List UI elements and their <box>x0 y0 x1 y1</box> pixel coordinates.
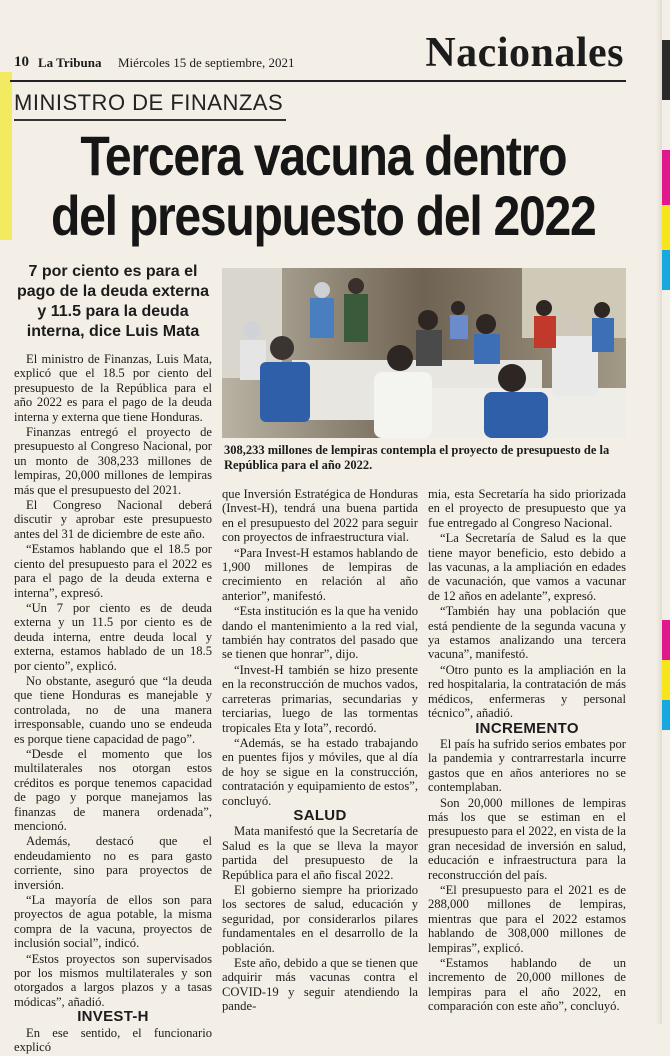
paragraph: Mata manifestó que la Secretaría de Salud es la que se lleva la mayor partida del presupuesto de la República para el año fiscal 2022. <box>222 824 418 882</box>
header-rule <box>10 80 626 82</box>
subtitle-investh: INVEST-H <box>77 1008 149 1026</box>
paragraph: Finanzas entregó el proyecto de presupuesto al Congreso Nacional, por un monto de 308,233 millones de lempiras, 20,000 millones de lempiras más que el presupuesto del 2021. <box>14 425 212 497</box>
headline-line-1: Tercera vacuna dentro <box>80 124 567 187</box>
page-number: 10 <box>14 54 29 70</box>
article-column-3 <box>428 487 626 1015</box>
photo-caption: 308,233 millones de lempiras contempla el proyecto de presupuesto de la República para el año 2022. <box>224 443 610 472</box>
paragraph: El ministro de Finanzas, Luis Mata, explicó que el 18.5 por ciento del presupuesto de la República para el año 2022 es para el pago de la deuda interna y externa que tiene Honduras. <box>14 352 212 424</box>
newspaper-name: La Tribuna <box>38 55 102 70</box>
paragraph: En ese sentido, el funcionario explicó <box>14 1025 212 1055</box>
paragraph: El gobierno siempre ha priorizado los sectores de salud, educación y seguridad, por considerarlos pilares fundamentales en el desarrollo de la población. <box>222 882 418 955</box>
strip-gap-2 <box>662 290 670 620</box>
publication-date: Miércoles 15 de septiembre, 2021 <box>118 55 295 70</box>
headline-line-2: del presupuesto del 2022 <box>51 184 596 247</box>
paragraph: “También hay una población que está pendiente de la segunda vacuna y ya estamos analizando una tercera vacuna”, manifestó. <box>428 604 626 662</box>
section-title: Nacionales <box>425 30 624 76</box>
paragraph: No obstante, aseguró que “la deuda que tiene Honduras es manejable y controlada, no de una manera irresponsable, cuando uno se endeuda es porque tiene capacidad de pago”. <box>14 673 212 746</box>
strip-gap <box>662 100 670 150</box>
subtitle-salud: SALUD <box>293 806 347 824</box>
meeting-photo-illustration <box>222 268 626 438</box>
article-kicker: MINISTRO DE FINANZAS <box>14 90 284 115</box>
paragraph: “Estamos hablando que el 18.5 por ciento del presupuesto para el 2022 es para el pago de la deuda externa e interna”, expresó. <box>14 542 212 600</box>
paragraph: mia, esta Secretaría ha sido priorizada en el proyecto de presupuesto que ya fue entregado al Congreso Nacional. <box>428 487 626 530</box>
article-column-2 <box>222 487 418 1015</box>
strip-black <box>662 40 670 100</box>
paragraph: “Invest-H también se hizo presente en la reconstrucción de muchos vados, carreteras primarias, secundarias y terciarias, luego de las tormentas tropicales Eta y Iota”, recordó. <box>222 662 418 735</box>
strip-yellow-2 <box>662 660 670 700</box>
paragraph: “Desde el momento que los multilaterales nos otorgan estos créditos es porque tenemos capacidad de pago y porque manejamos las finanzas de manera ordenada”, mencionó. <box>14 746 212 833</box>
paragraph: “Para Invest-H estamos hablando de 1,900 millones de lempiras de crecimiento en relación al año anterior”, manifestó. <box>222 545 418 603</box>
strip-cyan-2 <box>662 700 670 730</box>
paragraph: “El presupuesto para el 2021 es de 288,000 millones de lempiras, mientras que para el 2022 estamos hablando de 308,000 millones de lempiras”, explicó. <box>428 882 626 955</box>
paragraph: “Un 7 por ciento es de deuda externa y un 11.5 por ciento es de deuda interna, entre deuda local y externa, estamos hablado de un 18.5 por ciento”, explicó. <box>14 600 212 673</box>
paragraph: “Esta institución es la que ha venido dando el mantenimiento a la red vial, también hay contratos del pasado que se tienen que honrar”, dijo. <box>222 604 418 662</box>
strip-cyan <box>662 250 670 290</box>
strip-magenta-2 <box>662 620 670 660</box>
paragraph: “La Secretaría de Salud es la que tiene mayor beneficio, esto debido a las vacunas, a la ampliación en edades de vacunación, que vamos a vacunar de 12 años en adelante”, expresó. <box>428 531 626 603</box>
highlighter-mark <box>0 72 12 240</box>
paragraph: “Otro punto es la ampliación en la red hospitalaria, la contratación de más médicos, enfermeras y personal técnico”, añadió. <box>428 662 626 721</box>
paragraph: El país ha sufrido serios embates por la pandemia y contrarrestarla incurre gastos que en años anteriores no se contemplaban. <box>428 736 626 795</box>
paragraph: “Estamos hablando de un incremento de 20,000 millones de lempiras para el año 2022, en comparación con este año”, concluyó. <box>428 956 626 1014</box>
paragraph: “Además, se ha estado trabajando en puentes fijos y móviles, que al día de hoy se sigue en la construcción, contratación y equipamiento de estos”, concluyó. <box>222 735 418 808</box>
page-header <box>10 30 626 78</box>
paragraph: Son 20,000 millones de lempiras más los que se estiman en el presupuesto para el 2022, en vista de la gran necesidad de inversión en salud, educación e infraestructura para la reconstrucción del país. <box>428 795 626 882</box>
paragraph: Este año, debido a que se tienen que adquirir más vacunas contra el COVID-19 y seguir atendiendo la pande- <box>222 956 418 1014</box>
article-subhead: 7 por ciento es para el pago de la deuda externa y 11.5 para la deuda interna, dice Luis Mata <box>16 263 210 340</box>
strip-magenta <box>662 150 670 205</box>
print-color-strip <box>662 40 670 760</box>
paragraph: Además, destacó que el endeudamiento no es para gasto corriente, sino para proyectos de inversión. <box>14 834 212 892</box>
article-headline <box>18 126 629 246</box>
paragraph: “Estos proyectos son supervisados por los mismos multilaterales y son otorgados a largos plazos y a tasas módicas”, añadió. <box>14 951 212 1009</box>
paragraph: El Congreso Nacional deberá discutir y aprobar este presupuesto antes del 31 de diciembre de este año. <box>14 498 212 541</box>
kicker-underline <box>14 119 286 121</box>
subtitle-incremento: INCREMENTO <box>475 719 579 737</box>
article-column-1 <box>14 352 212 1056</box>
strip-yellow <box>662 205 670 250</box>
article-photo <box>222 268 626 438</box>
paragraph: que Inversión Estratégica de Honduras (Invest-H), tendrá una buena partida en el presupuesto del 2022 para seguir con proyectos de infraestructura vial. <box>222 487 418 545</box>
paragraph: “La mayoría de ellos son para proyectos de agua potable, la misma compra de la vacuna, proyectos de inclusión social”, indicó. <box>14 893 212 951</box>
